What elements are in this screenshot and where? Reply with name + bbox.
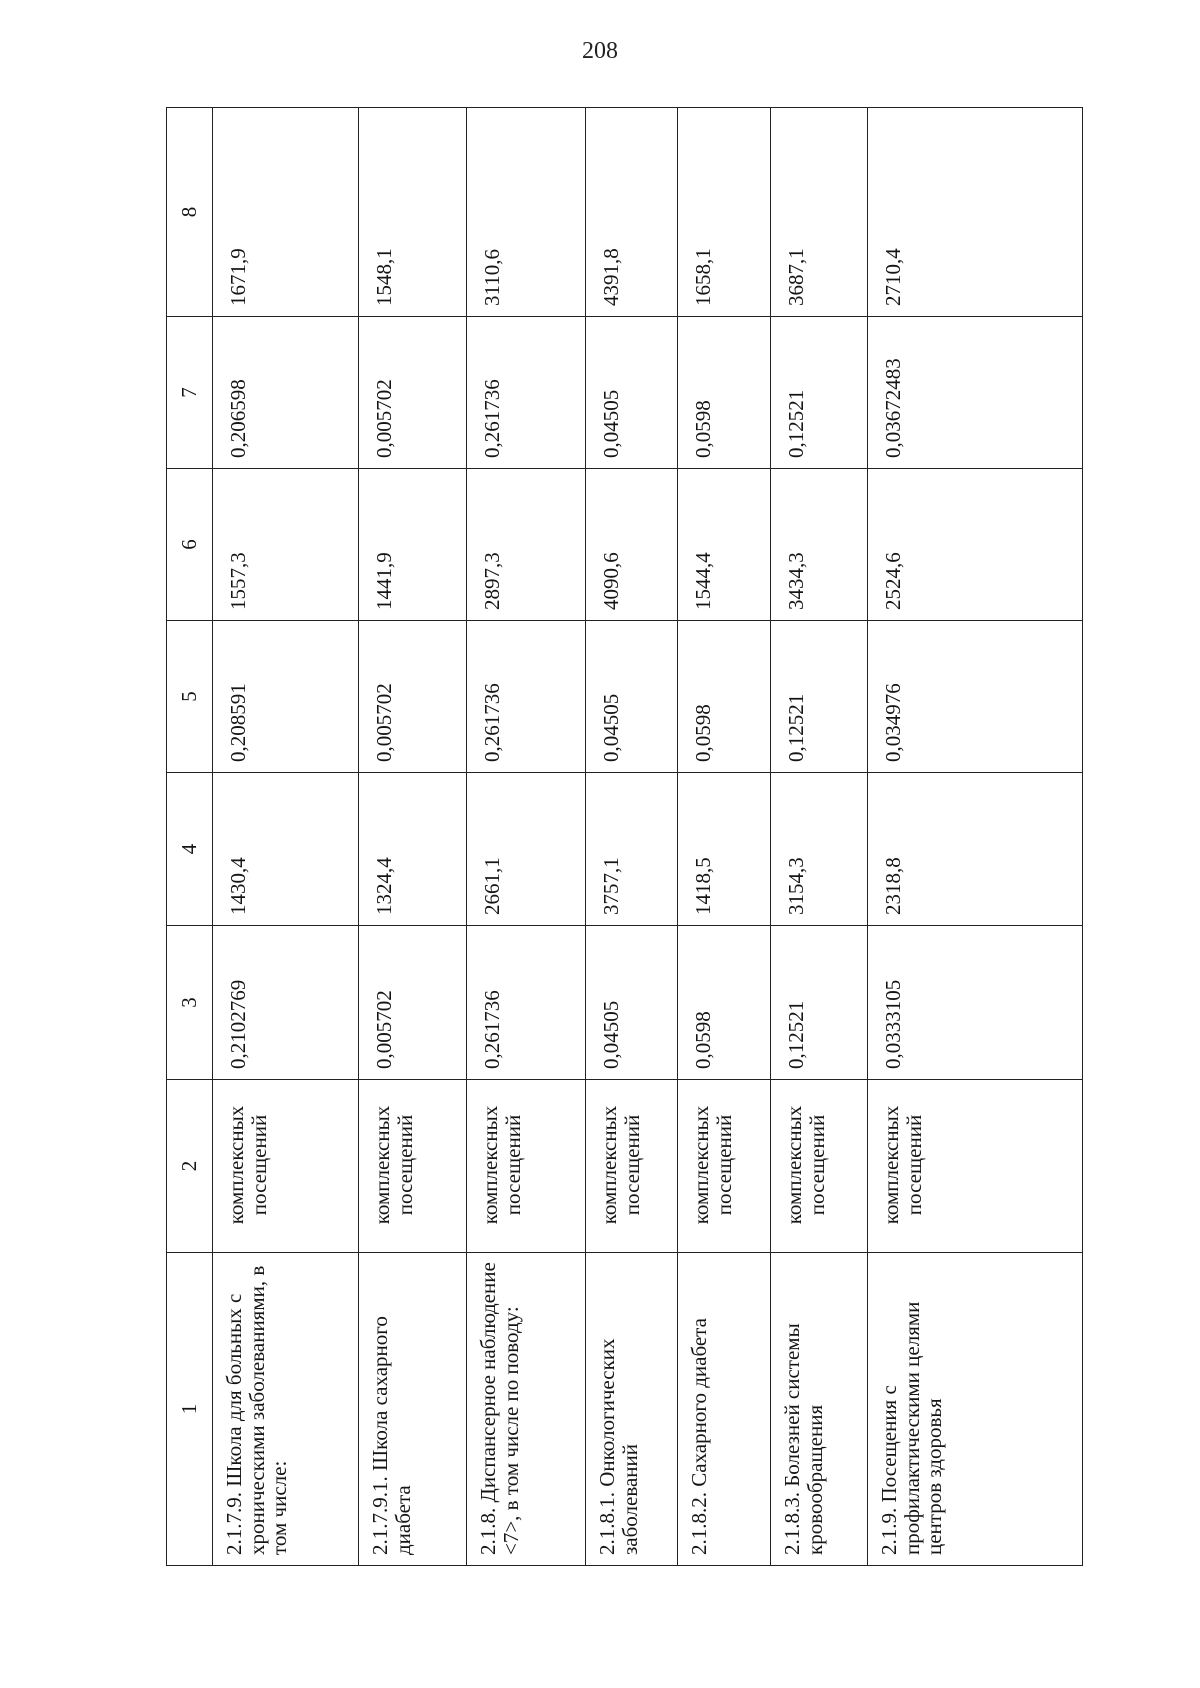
- table-row: [213, 108, 359, 1566]
- table-row: [467, 108, 586, 1566]
- cell-col7: 0,12521: [771, 317, 868, 469]
- cell-col3: 0,005702: [359, 926, 467, 1080]
- cell-col4: 2661,1: [467, 773, 586, 926]
- cell-col7: 0,03672483: [868, 317, 1083, 469]
- cell-col6: 2524,6: [868, 469, 1083, 621]
- cell-col5: 0,0598: [678, 621, 771, 773]
- cell-col5: 0,005702: [359, 621, 467, 773]
- header-cell: 7: [167, 317, 213, 469]
- cell-col3: 0,12521: [771, 926, 868, 1080]
- cell-col8: 3110,6: [467, 108, 586, 317]
- row-label: 2.1.8.2. Сахарного диабета: [678, 1253, 771, 1566]
- row-unit: комплексных посещений: [586, 1080, 678, 1253]
- cell-col7: 0,0598: [678, 317, 771, 469]
- row-label: 2.1.7.9.1. Школа сахарного диабета: [359, 1253, 467, 1566]
- cell-col3: 0,0333105: [868, 926, 1083, 1080]
- row-label: 2.1.8.1. Онкологических заболеваний: [586, 1253, 678, 1566]
- cell-col5: 0,034976: [868, 621, 1083, 773]
- cell-col4: 1430,4: [213, 773, 359, 926]
- cell-col8: 3687,1: [771, 108, 868, 317]
- header-cell: 4: [167, 773, 213, 926]
- cell-col4: 1418,5: [678, 773, 771, 926]
- header-cell: 2: [167, 1080, 213, 1253]
- cell-col8: 1671,9: [213, 108, 359, 317]
- cell-col6: 3434,3: [771, 469, 868, 621]
- table-row: [771, 108, 868, 1566]
- table-row: [586, 108, 678, 1566]
- page-number: 208: [582, 38, 618, 64]
- table-row: [359, 108, 467, 1566]
- cell-col6: 2897,3: [467, 469, 586, 621]
- data-table-region: [166, 108, 1082, 1566]
- row-unit: комплексных посещений: [678, 1080, 771, 1253]
- row-label: 2.1.7.9. Школа для больных с хроническими заболеваниями, в том числе:: [213, 1253, 359, 1566]
- table-header-row: [167, 108, 213, 1566]
- data-table: [166, 107, 1083, 1566]
- row-unit: комплексных посещений: [868, 1080, 1083, 1253]
- cell-col6: 1441,9: [359, 469, 467, 621]
- cell-col5: 0,208591: [213, 621, 359, 773]
- header-cell: 8: [167, 108, 213, 317]
- header-cell: 5: [167, 621, 213, 773]
- cell-col6: 1544,4: [678, 469, 771, 621]
- cell-col5: 0,04505: [586, 621, 678, 773]
- row-unit: комплексных посещений: [359, 1080, 467, 1253]
- table-row: [868, 108, 1083, 1566]
- cell-col8: 1658,1: [678, 108, 771, 317]
- cell-col7: 0,206598: [213, 317, 359, 469]
- cell-col4: 2318,8: [868, 773, 1083, 926]
- cell-col7: 0,261736: [467, 317, 586, 469]
- cell-col8: 4391,8: [586, 108, 678, 317]
- row-unit: комплексных посещений: [213, 1080, 359, 1253]
- row-unit: комплексных посещений: [467, 1080, 586, 1253]
- cell-col3: 0,0598: [678, 926, 771, 1080]
- cell-col3: 0,2102769: [213, 926, 359, 1080]
- table-row: [678, 108, 771, 1566]
- cell-col5: 0,261736: [467, 621, 586, 773]
- row-label: 2.1.8. Диспансерное наблюдение <7>, в том числе по поводу:: [467, 1253, 586, 1566]
- cell-col4: 3757,1: [586, 773, 678, 926]
- header-cell: 6: [167, 469, 213, 621]
- cell-col7: 0,04505: [586, 317, 678, 469]
- row-label: 2.1.9. Посещения с профилактическими целями центров здоровья: [868, 1253, 1083, 1566]
- header-cell: 3: [167, 926, 213, 1080]
- cell-col4: 1324,4: [359, 773, 467, 926]
- cell-col5: 0,12521: [771, 621, 868, 773]
- cell-col8: 1548,1: [359, 108, 467, 317]
- header-cell: 1: [167, 1253, 213, 1566]
- cell-col3: 0,261736: [467, 926, 586, 1080]
- cell-col3: 0,04505: [586, 926, 678, 1080]
- cell-col8: 2710,4: [868, 108, 1083, 317]
- cell-col4: 3154,3: [771, 773, 868, 926]
- cell-col6: 1557,3: [213, 469, 359, 621]
- cell-col6: 4090,6: [586, 469, 678, 621]
- cell-col7: 0,005702: [359, 317, 467, 469]
- row-label: 2.1.8.3. Болезней системы кровообращения: [771, 1253, 868, 1566]
- row-unit: комплексных посещений: [771, 1080, 868, 1253]
